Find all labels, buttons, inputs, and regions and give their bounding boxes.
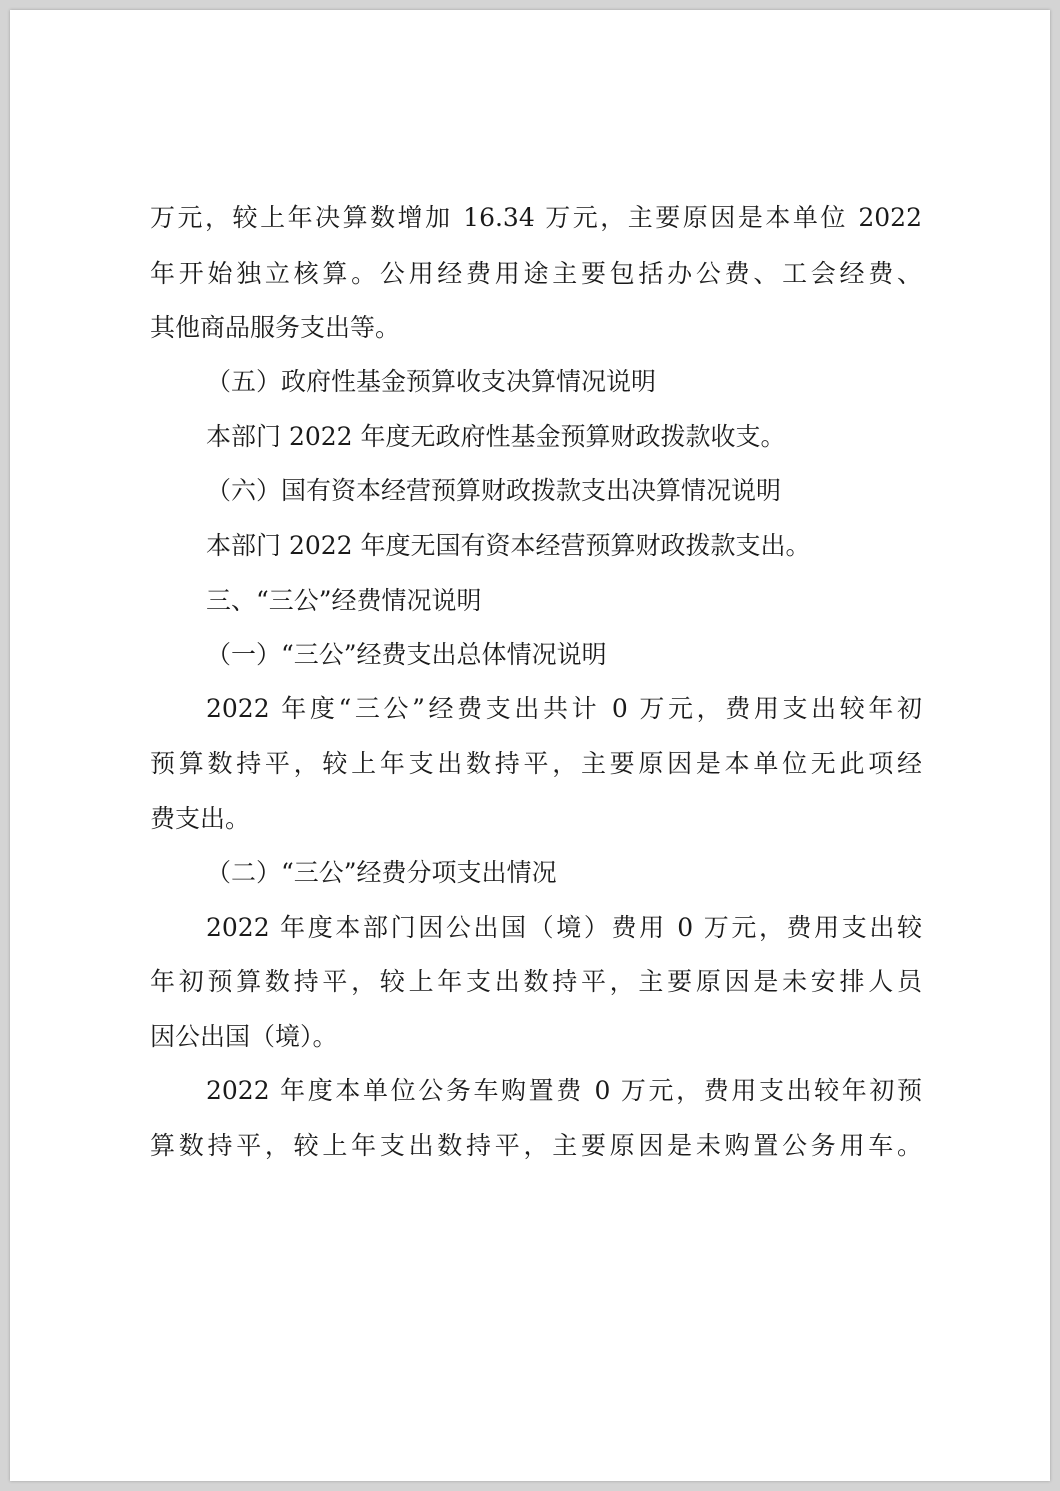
paragraph-line: 因公出国（境）。 <box>150 1022 338 1051</box>
paragraph-line: 预算数持平，较上年支出数持平，主要原因是本单位无此项经 <box>150 749 922 778</box>
paragraph-line: 2022 年度本部门因公出国（境）费用 0 万元，费用支出较 <box>206 913 922 942</box>
section-heading-5: （五）政府性基金预算收支决算情况说明 <box>206 367 657 396</box>
paragraph-line: 年开始独立核算。公用经费用途主要包括办公费、工会经费、 <box>150 259 922 288</box>
section-heading-2: （二）“三公”经费分项支出情况 <box>206 858 557 887</box>
chapter-heading-3: 三、“三公”经费情况说明 <box>206 586 482 615</box>
paragraph-line: 本部门 2022 年度无国有资本经营预算财政拨款支出。 <box>206 531 811 560</box>
section-heading-1: （一）“三公”经费支出总体情况说明 <box>206 640 607 669</box>
paragraph-line: 算数持平，较上年支出数持平，主要原因是未购置公务用车。 <box>150 1131 922 1160</box>
paragraph-line: 2022 年度“三公”经费支出共计 0 万元，费用支出较年初 <box>206 694 922 723</box>
paragraph-line: 2022 年度本单位公务车购置费 0 万元，费用支出较年初预 <box>206 1076 922 1105</box>
paragraph-line: 费支出。 <box>150 804 251 833</box>
paragraph-line: 其他商品服务支出等。 <box>150 313 401 342</box>
paragraph-line: 万元，较上年决算数增加 16.34 万元，主要原因是本单位 2022 <box>150 203 922 232</box>
paragraph-line: 年初预算数持平，较上年支出数持平，主要原因是未安排人员 <box>150 967 922 996</box>
paragraph-line: 本部门 2022 年度无政府性基金预算财政拨款收支。 <box>206 422 786 451</box>
section-heading-6: （六）国有资本经营预算财政拨款支出决算情况说明 <box>206 476 782 505</box>
